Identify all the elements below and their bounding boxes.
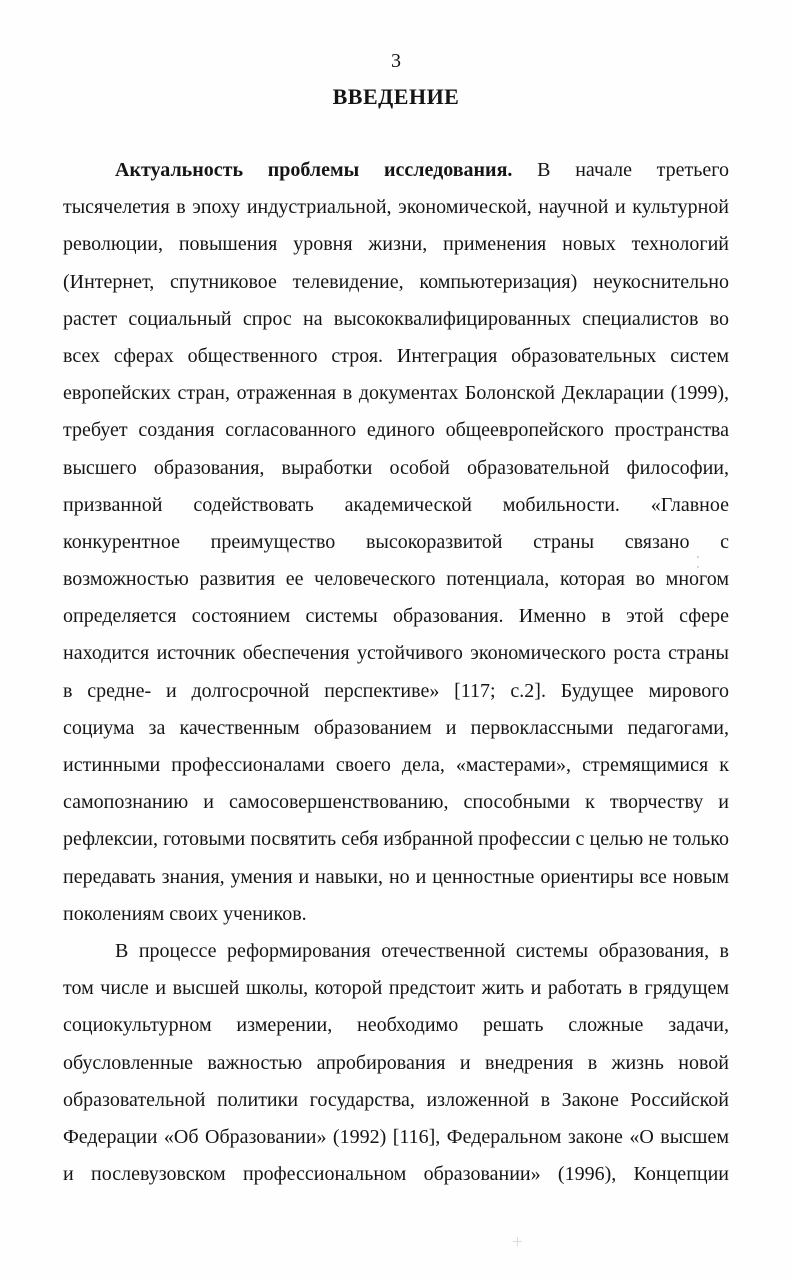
text-line: революции, повышения уровня жизни, применения новых технологий	[63, 233, 729, 256]
text-line: призванной содействовать академической мобильности. «Главное	[63, 493, 729, 516]
paragraph-lead-bold: Актуальность проблемы исследования.	[115, 159, 513, 181]
text-line: требует создания согласованного единого общеевропейского пространства	[63, 419, 729, 442]
text-line: социума за качественным образованием и первоклассными педагогами,	[63, 716, 729, 739]
text-line: всех сферах общественного строя. Интеграция образовательных систем	[63, 344, 729, 367]
text-line: Федерации «Об Образовании» (1992) [116], Федеральном законе «О высшем	[63, 1125, 729, 1148]
text-line: образовательной политики государства, изложенной в Законе Российской	[63, 1088, 729, 1111]
text-line: поколениям своих учеников.	[63, 902, 307, 925]
text-line: и послевузовском профессиональном образовании» (1996), Концепции	[63, 1163, 729, 1186]
text-line: передавать знания, умения и навыки, но и ценностные ориентиры все новым	[63, 865, 729, 888]
text-line: высшего образования, выработки особой образовательной философии,	[63, 456, 729, 479]
text-line: в средне- и долгосрочной перспективе» [117; с.2]. Будущее мирового	[63, 679, 729, 702]
text-line: рефлексии, готовыми посвятить себя избранной профессии с целью не только	[63, 828, 729, 851]
text-line: возможностью развития ее человеческого потенциала, которая во многом	[63, 568, 729, 591]
document-body	[63, 152, 729, 1193]
text-line: обусловленные важностью апробирования и внедрения в жизнь новой	[63, 1051, 729, 1074]
text-line: самопознанию и самосовершенствованию, способными к творчеству и	[63, 791, 729, 814]
paragraph-lead-rest: В начале третьего	[537, 159, 729, 181]
text-line: конкурентное преимущество высокоразвитой страны связано с	[63, 530, 729, 553]
text-line: В процессе реформирования отечественной системы образования, в	[115, 939, 729, 962]
text-line	[63, 152, 729, 189]
text-line: европейских стран, отраженная в документах Болонской Декларации (1999),	[63, 382, 729, 405]
text-line: социокультурном измерении, необходимо решать сложные задачи,	[63, 1014, 729, 1037]
text-line: растет социальный спрос на высококвалифицированных специалистов во	[63, 307, 729, 330]
text-line: находится источник обеспечения устойчивого экономического роста страны	[63, 642, 729, 665]
text-line: тысячелетия в эпоху индустриальной, экономической, научной и культурной	[63, 196, 729, 219]
text-line: (Интернет, спутниковое телевидение, компьютеризация) неукоснительно	[63, 270, 729, 293]
page-number: 3	[391, 50, 401, 72]
page-title: ВВЕДЕНИЕ	[332, 84, 460, 109]
text-line: том числе и высшей школы, которой предстоит жить и работать в грядущем	[63, 977, 729, 1000]
text-line: определяется состоянием системы образования. Именно в этой сфере	[63, 605, 729, 628]
text-line: истинными профессионалами своего дела, «мастерами», стремящимися к	[63, 754, 729, 776]
scan-artifact-cross	[513, 1237, 522, 1246]
